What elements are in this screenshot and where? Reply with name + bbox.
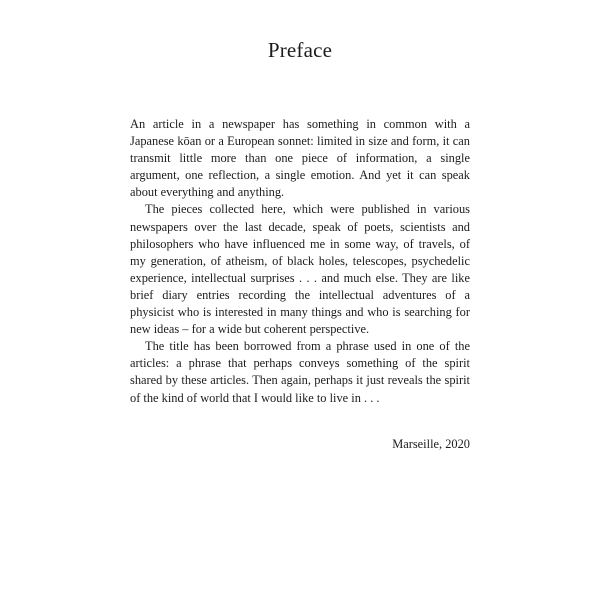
page-title: Preface [267, 38, 333, 62]
paragraph-1: An article in a newspaper has something in common with a Japanese kōan or a European sonnet: limited in size and form, it can transmit little more than one piece of information, a single argument, one reflection, a single emotion. And yet it can speak about everything and anything. [130, 117, 470, 200]
paragraph-3: The title has been borrowed from a phrase used in one of the articles: a phrase that perhaps conveys something of the spirit shared by these articles. Then again, perhaps it just reveals the spirit of the kind of world that I would like to live in . . . [130, 339, 470, 405]
preface-body [130, 116, 470, 407]
signature-place-date: Marseille, 2020 [392, 437, 470, 451]
paragraph-2: The pieces collected here, which were published in various newspapers over the last decade, speak of poets, scientists and philosophers who have influenced me in some way, of travels, of my generation, of atheism, of black holes, telescopes, psychedelic experience, intellectual surprises . . . and much else. They are like brief diary entries recording the intellectual adventures of a physicist who is interested in many things and who is searching for new ideas – for a wide but coherent perspective. [130, 202, 470, 337]
